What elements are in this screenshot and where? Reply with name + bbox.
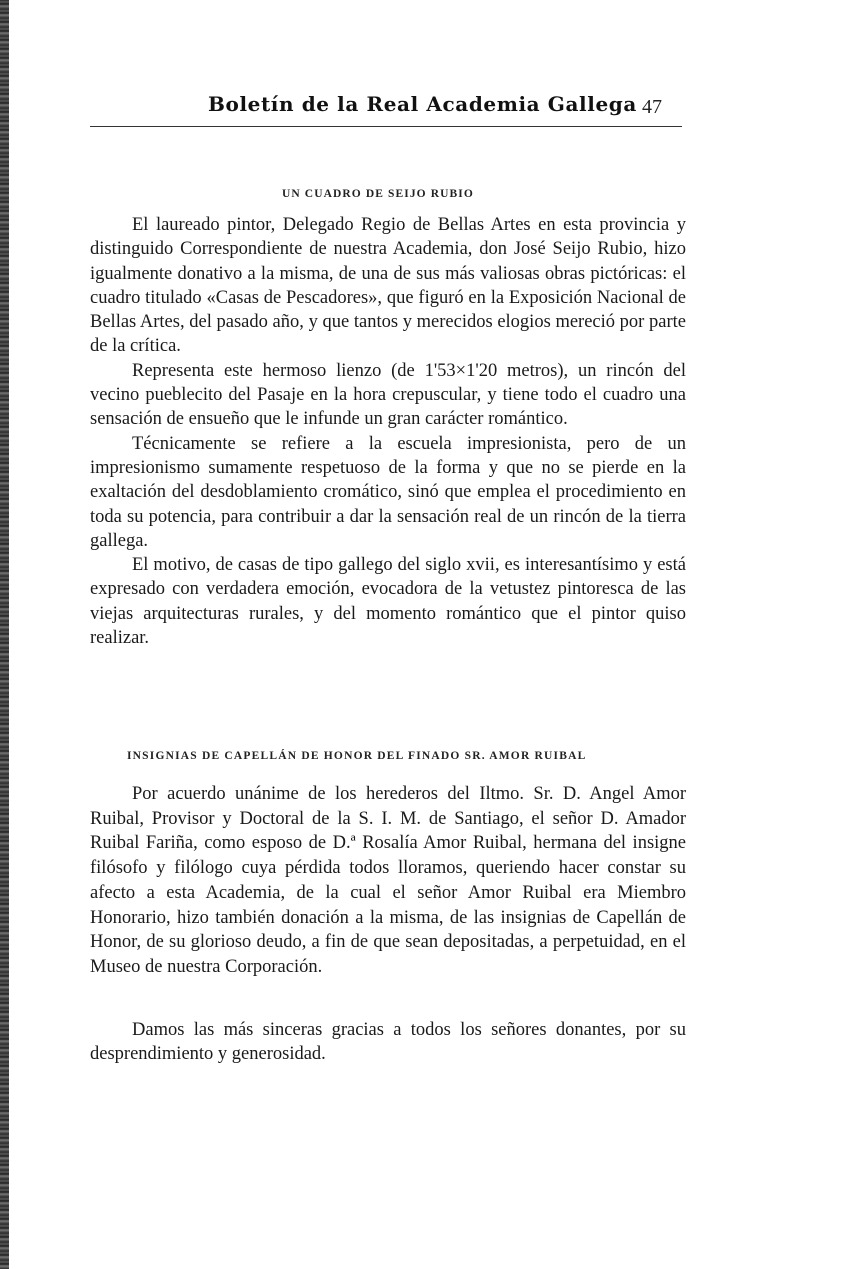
paragraph: El motivo, de casas de tipo gallego del siglo xvii, es interesantísimo y está expresado con verdadera emoción, evocadora de la vetustez pintoresca de las viejas arquitecturas rurales, y del momento romántico que el pintor quiso realizar. — [90, 555, 686, 649]
section-heading-insignias: INSIGNIAS DE CAPELLÁN DE HONOR DEL FINADO SR. AMOR RUIBAL — [127, 749, 587, 762]
running-head — [90, 88, 682, 127]
section-seijo-rubio — [90, 213, 686, 650]
paragraph: Por acuerdo unánime de los herederos del Iltmo. Sr. D. Angel Amor Ruibal, Provisor y Doctoral de la S. I. M. de Santiago, el señor D. Amador Ruibal Fariña, como esposo de D.ª Rosalía Amor Ruibal, hermana del insigne filósofo y filólogo cuya pérdida todos lloramos, queriendo hacer constar su afecto a esta Academia, de la cual el señor Amor Ruibal era Miembro Honorario, hizo también donación a la misma, de las insignias de Capellán de Honor, de su glorioso deudo, a fin de que sean depositadas, a perpetuidad, en el Museo de nuestra Corporación. — [90, 784, 686, 977]
page-binding-edge — [0, 0, 9, 1269]
section-heading-seijo-rubio: UN CUADRO DE SEIJO RUBIO — [282, 187, 474, 200]
paragraph: Técnicamente se refiere a la escuela impresionista, pero de un impresionismo sumamente respetuoso de la forma y que no se pierde en la exaltación del desdoblamiento cromático, sinó que emplea el procedimiento en toda su potencia, para contribuir a dar la sensación real de un rincón de la tierra gallega. — [90, 433, 686, 551]
closing-paragraph: Damos las más sinceras gracias a todos los señores donantes, por su desprendimiento y generosidad. — [90, 1020, 686, 1065]
section-insignias — [90, 782, 686, 980]
page-number: 47 — [642, 96, 662, 118]
paragraph: Representa este hermoso lienzo (de 1'53×1'20 metros), un rincón del vecino pueblecito del Pasaje en la hora crepuscular, y tiene todo el cuadro una sensación de ensueño que le infunde un gran carácter romántico. — [90, 360, 686, 430]
journal-title: Boletín de la Real Academia Gallega — [208, 92, 637, 116]
closing-note — [90, 1018, 686, 1067]
paragraph: El laureado pintor, Delegado Regio de Bellas Artes en esta provincia y distinguido Correspondiente de nuestra Academia, don José Seijo Rubio, hizo igualmente donativo a la misma, de una de sus más valiosas obras pictóricas: el cuadro titulado «Casas de Pescadores», que figuró en la Exposición Nacional de Bellas Artes, del pasado año, y que tantos y merecidos elogios mereció por parte de la crítica. — [90, 215, 686, 357]
